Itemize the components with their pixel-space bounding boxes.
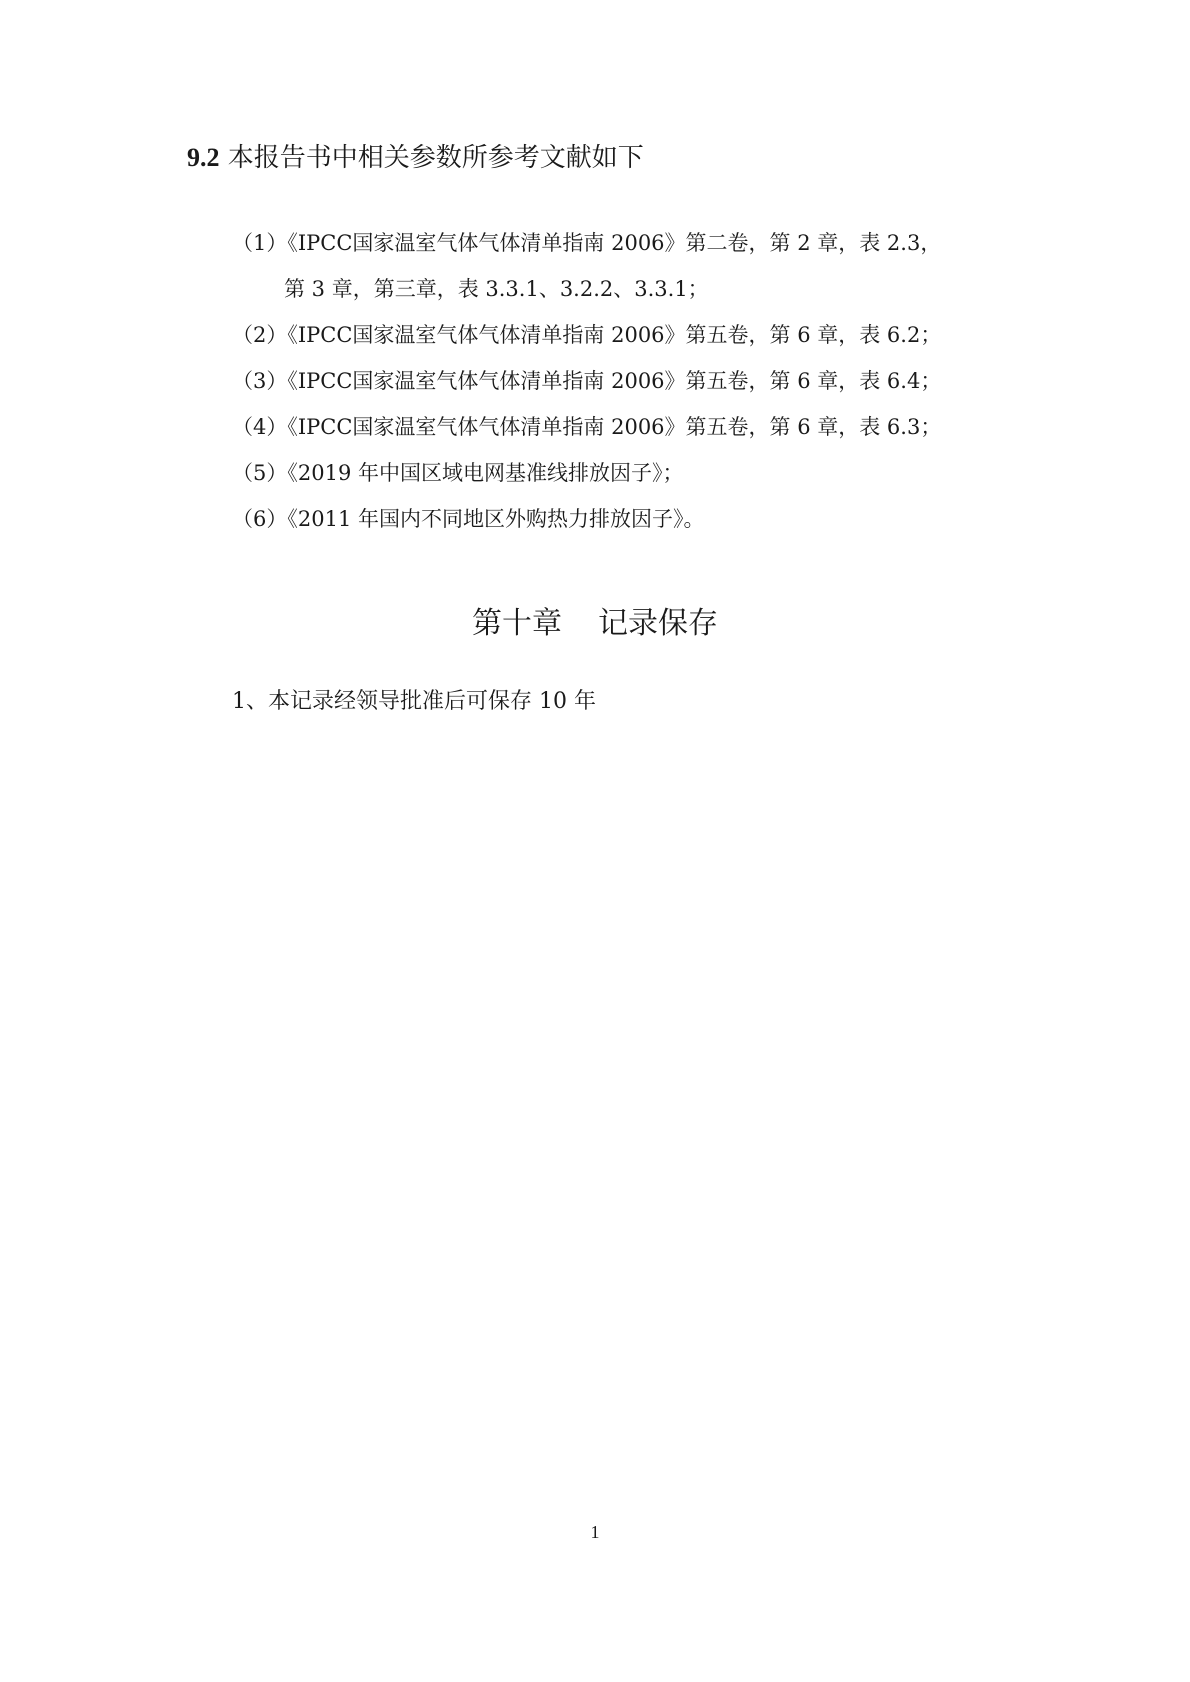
reference-item bbox=[232, 496, 1012, 542]
chapter-title bbox=[0, 602, 1190, 646]
reference-text: （1）《IPCC国家温室气体气体清单指南 2006》第二卷，第 2 章，表 2.3， bbox=[232, 231, 942, 255]
chapter-number: 第十章 bbox=[472, 606, 562, 641]
reference-text: （4）《IPCC国家温室气体气体清单指南 2006》第五卷，第 6 章，表 6.3； bbox=[232, 415, 942, 439]
reference-text: （3）《IPCC国家温室气体气体清单指南 2006》第五卷，第 6 章，表 6.4； bbox=[232, 369, 942, 393]
section-number: 9.2 bbox=[187, 143, 220, 172]
reference-item bbox=[232, 404, 1012, 450]
reference-text: （2）《IPCC国家温室气体气体清单指南 2006》第五卷，第 6 章，表 6.2； bbox=[232, 323, 942, 347]
reference-continuation: 第 3 章，第三章，表 3.3.1、3.2.2、3.3.1； bbox=[284, 277, 709, 301]
retention-statement: 1、本记录经领导批准后可保存 10 年 bbox=[232, 689, 596, 714]
reference-item bbox=[232, 220, 1012, 312]
page-number: 1 bbox=[590, 1522, 600, 1542]
reference-list bbox=[232, 220, 1012, 542]
reference-item bbox=[232, 312, 1012, 358]
reference-text: （6）《2011 年国内不同地区外购热力排放因子》。 bbox=[232, 507, 705, 531]
section-heading bbox=[187, 138, 644, 178]
reference-text: （5）《2019 年中国区域电网基准线排放因子》； bbox=[232, 461, 684, 485]
reference-item bbox=[232, 450, 1012, 496]
reference-item bbox=[232, 358, 1012, 404]
chapter-name: 记录保存 bbox=[598, 606, 718, 641]
section-title: 本报告书中相关参数所参考文献如下 bbox=[227, 143, 644, 173]
